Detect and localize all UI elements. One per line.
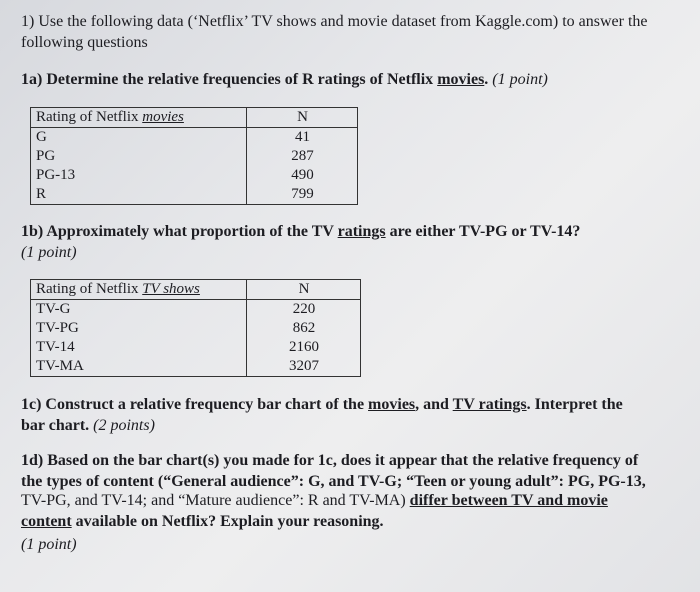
- movies-header-italic: movies: [142, 109, 184, 125]
- movies-rating-cell: PG: [31, 147, 247, 166]
- q1a-points: (1 point): [492, 71, 548, 88]
- tv-rating-cell: TV-G: [31, 300, 247, 320]
- q1d-line3: [21, 491, 608, 511]
- table-row: [31, 357, 361, 377]
- q1c-p3: . Interpret the: [526, 396, 623, 413]
- q1-intro-line2: following questions: [21, 34, 148, 51]
- q1c-line2: bar chart.: [21, 417, 94, 434]
- q1d-line2: the types of content (“General audience”: G, and TV-G; “Teen or young adult”: PG, PG-13,: [21, 473, 646, 490]
- q1d-points: (1 point): [21, 536, 77, 553]
- movies-n-cell: 490: [291, 167, 314, 183]
- q1c-points: (2 points): [93, 417, 155, 434]
- q1d-line4: [21, 512, 384, 532]
- tv-header-n: N: [247, 280, 361, 300]
- q1c-p1: 1c) Construct a relative frequency bar chart of the: [21, 396, 369, 413]
- tv-table: [30, 279, 361, 377]
- movies-header-rating: [31, 108, 247, 128]
- q1d-line3-underlined: differ between TV and movie: [409, 492, 608, 509]
- movies-table-header: [31, 108, 358, 128]
- table-row: [31, 319, 361, 338]
- movies-n-cell: 287: [291, 148, 314, 164]
- tv-rating-cell: TV-14: [31, 338, 247, 357]
- table-row: [31, 300, 361, 320]
- tv-header-rating: [31, 280, 247, 300]
- q1-intro-line1: 1) Use the following data (‘Netflix’ TV shows and movie dataset from Kaggle.com) to answer the: [21, 13, 648, 30]
- movies-rating-cell: PG-13: [31, 166, 247, 185]
- q1a-prompt: [21, 70, 548, 90]
- q1d-line1: 1d) Based on the bar chart(s) you made for 1c, does it appear that the relative frequency of: [21, 452, 639, 469]
- table-row: [31, 147, 358, 166]
- q1d-line4-underlined: content: [21, 513, 72, 530]
- tv-header-label: Rating of Netflix: [36, 281, 143, 297]
- movies-n-cell: 41: [295, 129, 310, 145]
- q1b-points: (1 point): [21, 244, 77, 261]
- tv-table-header: [31, 280, 361, 300]
- q1c-u1: movies: [368, 396, 416, 413]
- table-row: [31, 128, 358, 148]
- movies-rating-cell: R: [31, 185, 247, 205]
- table-row: [31, 166, 358, 185]
- q1a-prefix: 1a) Determine the relative frequencies of R ratings of Netflix: [21, 71, 438, 88]
- tv-n-cell: 2160: [289, 339, 319, 355]
- movies-n-cell: 799: [291, 186, 314, 202]
- movies-header-label: Rating of Netflix: [36, 109, 143, 125]
- tv-n-cell: 3207: [289, 358, 319, 374]
- q1c-u2: TV ratings: [452, 396, 527, 413]
- movies-rating-cell: G: [31, 128, 247, 148]
- tv-rating-cell: TV-MA: [31, 357, 247, 377]
- table-row: [31, 338, 361, 357]
- movies-table: [30, 107, 358, 205]
- q1d-line3-prefix: TV-PG, and TV-14; and “Mature audience”: R and TV-MA): [21, 492, 410, 509]
- q1b-prompt: [21, 222, 580, 242]
- q1c-prompt-line2: [21, 416, 155, 436]
- tv-header-italic: TV shows: [142, 281, 200, 297]
- q1d-line4-suffix: available on Netflix? Explain your reasoning.: [71, 513, 384, 530]
- q1b-suffix: are either TV-PG or TV-14?: [385, 223, 581, 240]
- tv-n-cell: 220: [292, 301, 316, 317]
- q1c-p2: , and: [415, 396, 453, 413]
- q1a-underlined: movies: [437, 71, 485, 88]
- table-row: [31, 185, 358, 205]
- q1a-suffix: .: [484, 71, 493, 88]
- tv-n-cell: 862: [292, 320, 316, 336]
- q1c-prompt-line1: [21, 395, 623, 415]
- movies-header-n: N: [247, 108, 358, 128]
- tv-rating-cell: TV-PG: [31, 319, 247, 338]
- q1b-prefix: 1b) Approximately what proportion of the TV: [21, 223, 338, 240]
- q1b-underlined: ratings: [337, 223, 386, 240]
